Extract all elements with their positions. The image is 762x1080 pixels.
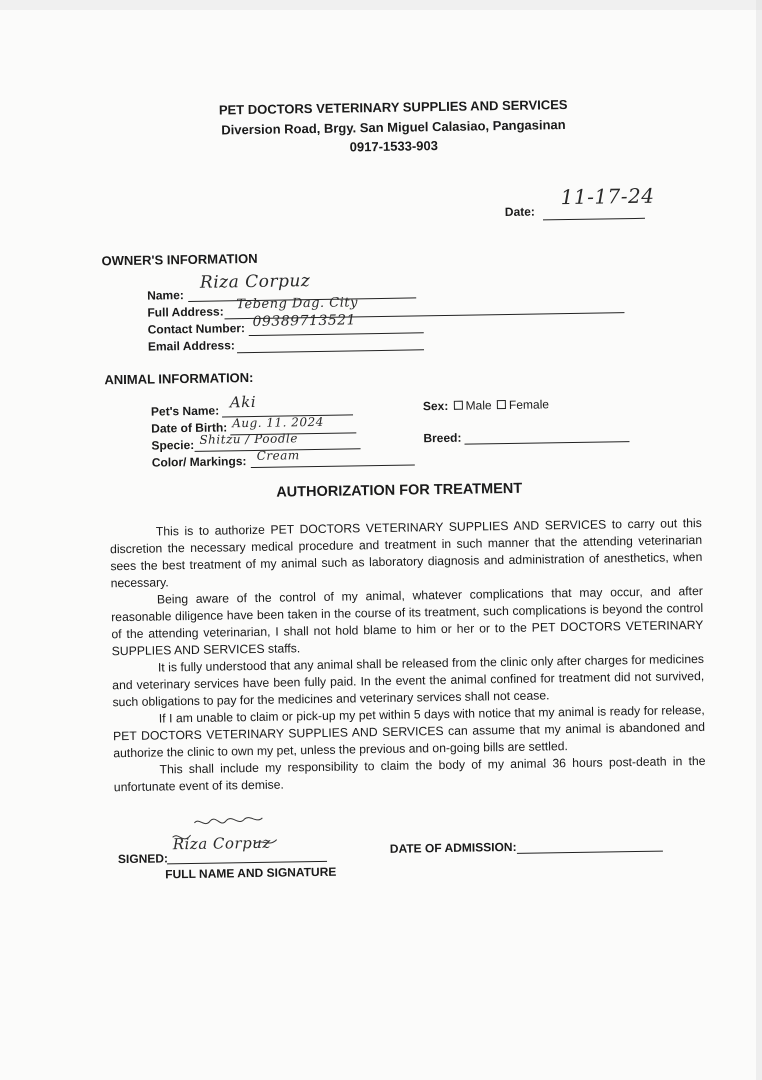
owner-name-value: Riza Corpuz <box>199 271 311 293</box>
signature-line <box>167 861 327 865</box>
male-option-label: Male <box>465 398 492 413</box>
owner-contact-value: 09389713521 <box>252 312 357 330</box>
signed-name-value: Riza Corpuz <box>172 833 271 854</box>
color-value: Cream <box>256 448 300 463</box>
specie-value: Shitzu / Poodle <box>199 431 299 447</box>
full-name-signature-label: FULL NAME AND SIGNATURE <box>165 864 337 882</box>
owner-section-title: OWNER'S INFORMATION <box>101 250 258 269</box>
color-label: Color/ Markings: <box>151 454 247 470</box>
sex-label: Sex: <box>422 398 449 414</box>
authorization-title: AUTHORIZATION FOR TREATMENT <box>276 480 523 501</box>
owner-email-line <box>237 349 424 353</box>
authorization-paragraph: This shall include my responsibility to claim the body of my animal 36 hours post-death in the unfortunate event of its demise. <box>113 753 706 795</box>
authorization-paragraph: This is to authorize PET DOCTORS VETERINARY SUPPLIES AND SERVICES to carry out this discretion the necessary medical procedure and treatment in such manner that the attending veterinarian sees the best treatment of my animal such as laboratory diagnosis and administration of anesthetics, when necessary. <box>110 515 703 591</box>
authorization-paragraph: If I am unable to claim or pick-up my pet within 5 days with notice that my animal is ready for release, PET DOCTORS VETERINARY SUPPLIES AND SERVICES can assume that my animal is abandoned and authorize the clinic to own my pet, unless the previous and on-going bills are settled. <box>112 702 706 761</box>
owner-contact-label: Contact Number: <box>147 321 246 337</box>
authorization-paragraph: It is fully understood that any animal shall be released from the clinic only after charges for medicines and veterinary services have been fully paid. In the event the animal confined for treatment did not survived, such obligations to pay for the medicines and veterinary services shall not cease. <box>112 651 705 710</box>
pet-name-value: Aki <box>229 392 257 412</box>
date-value: 11-17-24 <box>560 183 655 210</box>
color-line <box>251 464 415 468</box>
authorization-body <box>110 515 706 796</box>
business-address: Diversion Road, Brgy. San Miguel Calasiao, Pangasinan <box>221 117 566 138</box>
admission-date-line <box>517 851 663 854</box>
owner-contact-line <box>249 332 424 336</box>
owner-address-label: Full Address: <box>147 304 224 320</box>
female-checkbox[interactable] <box>497 400 506 409</box>
breed-label: Breed: <box>423 430 462 446</box>
pet-name-label: Pet's Name: <box>150 403 220 419</box>
specie-label: Specie: <box>151 437 195 453</box>
female-option-label: Female <box>508 397 550 412</box>
owner-name-label: Name: <box>147 288 184 303</box>
male-checkbox[interactable] <box>454 401 463 410</box>
date-line <box>543 218 645 221</box>
date-label: Date: <box>504 204 535 219</box>
dob-value: Aug. 11. 2024 <box>232 414 324 431</box>
business-phone: 0917-1533-903 <box>349 138 439 155</box>
signed-label: SIGNED: <box>117 851 169 867</box>
breed-line <box>464 441 629 445</box>
owner-address-value: Tebeng Dag. City <box>236 295 359 313</box>
animal-section-title: ANIMAL INFORMATION: <box>104 369 254 388</box>
dob-label: Date of Birth: <box>151 420 228 436</box>
owner-email-label: Email Address: <box>147 338 235 354</box>
business-name: PET DOCTORS VETERINARY SUPPLIES AND SERVICES <box>218 97 568 118</box>
admission-date-label: DATE OF ADMISSION: <box>389 839 517 856</box>
signature-scribble-icon <box>164 814 285 856</box>
authorization-paragraph: Being aware of the control of my animal, whatever complications that may occur, and after reasonable diligence have been taken in the course of its treatment, such complications is beyond the control of the attending veterinarian, I shall not hold blame to him or her or to the PET DOCTORS VETERINARY SUPPLIES AND SERVICES staffs. <box>111 583 704 659</box>
sex-field <box>423 397 549 413</box>
